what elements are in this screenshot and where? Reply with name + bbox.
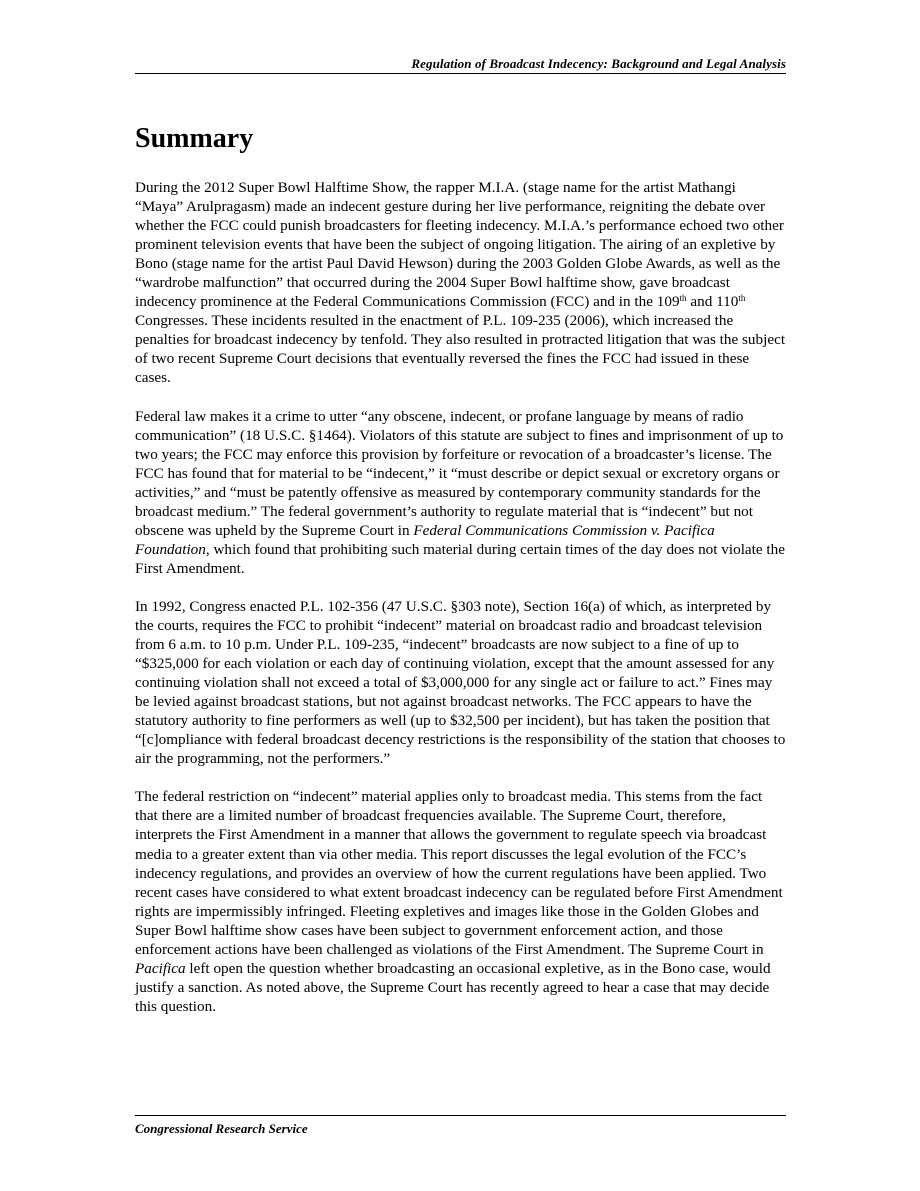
summary-body bbox=[135, 178, 787, 1016]
summary-paragraph-1 bbox=[135, 178, 787, 388]
p2-text-b: , which found that prohibiting such material during certain times of the day does not violate the First Amendment. bbox=[135, 540, 785, 577]
footer-organization: Congressional Research Service bbox=[135, 1121, 308, 1136]
p1-ordinal-superscript: th bbox=[738, 293, 746, 304]
case-citation: Federal Communications Commission v. Pacifica Foundation bbox=[135, 521, 715, 558]
p4-text-a: The federal restriction on “indecent” material applies only to broadcast media. This stems from the fact that there are a limited number of broadcast frequencies available. The Supreme Court, therefore, interprets the First Amendment in a manner that allows the government to regulate speech via broadcast media to a greater extent than via other media. This report discusses the legal evolution of the FCC’s indecency regulations, and provides an overview of how the current regulations have been applied. Two recent cases have considered to what extent broadcast indecency can be regulated before First Amendment rights are impermissibly infringed. Fleeting expletives and images like those in the Golden Globes and Super Bowl halftime show cases have been subject to government enforcement action, and those enforcement actions have been challenged as violations of the First Amendment. The Supreme Court in bbox=[135, 788, 783, 958]
p1-text-c: Congresses. These incidents resulted in the enactment of P.L. 109-235 (2006), which increased the penalties for broadcast indecency by tenfold. They also resulted in protracted litigation that was the subject of two recent Supreme Court decisions that eventually reversed the fines the FCC had issued in these cases. bbox=[135, 312, 786, 387]
summary-paragraph-3: In 1992, Congress enacted P.L. 102-356 (47 U.S.C. §303 note), Section 16(a) of which, as interpreted by the courts, requires the FCC to prohibit “indecent” material on broadcast radio and broadcast television from 6 a.m. to 10 p.m. Under P.L. 109-235, “indecent” broadcasts are now subject to a fine of up to “$325,000 for each violation or each day of continuing violation, except that the amount assessed for any continuing violation shall not exceed a total of $3,000,000 for any single act or failure to act.” Fines may be levied against broadcast stations, but not against broadcast networks. The FCC appears to have the statutory authority to fine performers as well (up to $32,500 per incident), but has taken the position that “[c]ompliance with federal broadcast decency restrictions is the responsibility of the station that chooses to air the programming, not the performers.” bbox=[135, 597, 786, 768]
p4-text-b: left open the question whether broadcasting an occasional expletive, as in the Bono case, would justify a sanction. As noted above, the Supreme Court has recently agreed to hear a case that may decide this question. bbox=[135, 959, 771, 1015]
header-divider bbox=[135, 73, 786, 74]
p1-text-a: During the 2012 Super Bowl Halftime Show, the rapper M.I.A. (stage name for the artist Mathangi “Maya” Arulpragasm) made an indecent gesture during her live performance, reigniting the debate over whether the FCC could punish broadcasters for fleeting indecency. M.I.A.’s performance echoed two other prominent television events that have been the subject of ongoing litigation. The airing of an expletive by Bono (stage name for the artist Paul David Hewson) during the 2003 Golden Globe Awards, as well as the “wardrobe malfunction” that occurred during the 2004 Super Bowl halftime show, gave broadcast indecency prominence at the Federal Communications Commission (FCC) and in the 109 bbox=[135, 179, 784, 311]
summary-paragraph-4 bbox=[135, 787, 787, 1016]
summary-paragraph-2 bbox=[135, 407, 787, 578]
p1-text-b: and 110 bbox=[686, 293, 739, 311]
page-heading: Summary bbox=[135, 123, 254, 154]
p2-text-a: Federal law makes it a crime to utter “any obscene, indecent, or profane language by means of radio communication” (18 U.S.C. §1464). Violators of this statute are subject to fines and imprisonment of up to two years; the FCC may enforce this provision by forfeiture or revocation of a broadcaster’s license. The FCC has found that for material to be “indecent,” it “must describe or depict sexual or excretory organs or activities,” and “must be patently offensive as measured by contemporary community standards for the broadcast medium.” The federal government’s authority to regulate material that is “indecent” but not obscene was upheld by the Supreme Court in bbox=[135, 407, 784, 539]
footer-divider bbox=[135, 1115, 786, 1116]
case-citation: Pacifica bbox=[135, 959, 186, 977]
running-header-title: Regulation of Broadcast Indecency: Background and Legal Analysis bbox=[411, 56, 786, 71]
p1-ordinal-superscript: th bbox=[679, 293, 687, 304]
